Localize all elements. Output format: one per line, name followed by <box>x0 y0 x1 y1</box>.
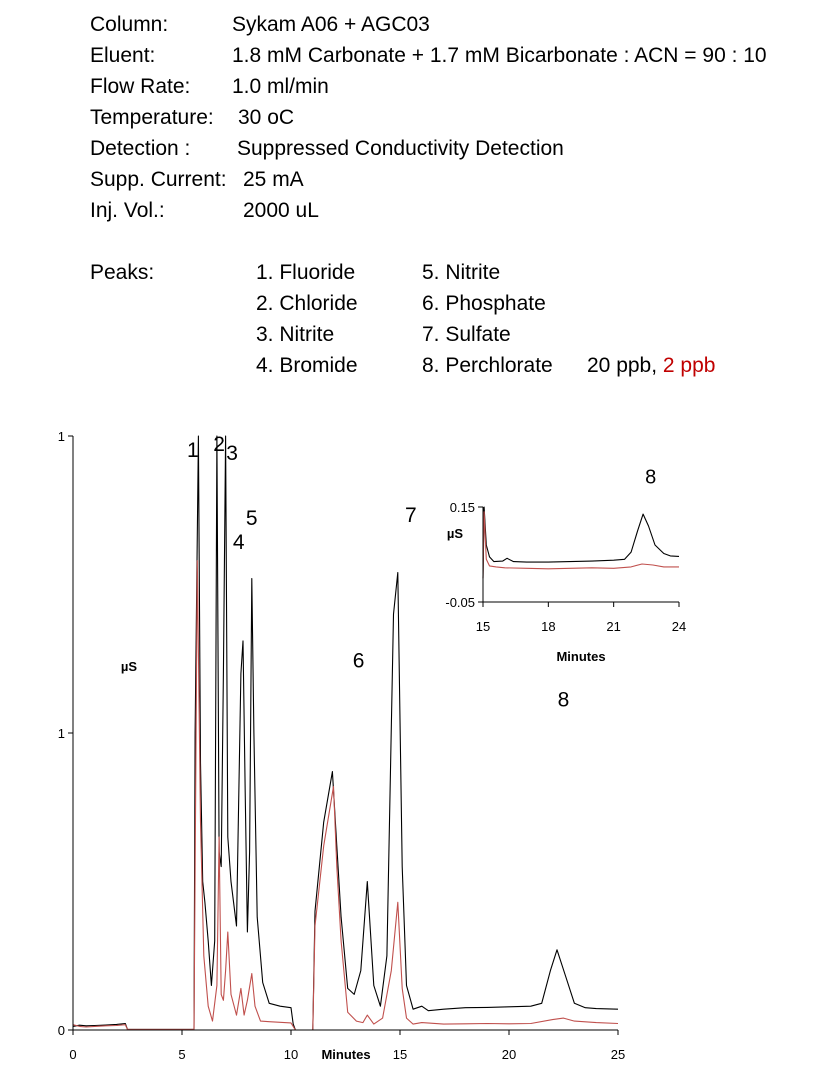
peak-label: 8 <box>645 466 657 489</box>
peak-item: 3. Nitrite <box>256 323 335 346</box>
detection-value: Suppressed Conductivity Detection <box>237 137 564 160</box>
series-line-red <box>483 512 679 579</box>
concentration-red: 2 ppb <box>662 354 716 377</box>
flow-rate-label: Flow Rate: <box>90 75 191 98</box>
inj-vol-value: 2000 uL <box>243 199 319 222</box>
main-plot <box>58 429 625 1062</box>
x-tick-label: 15 <box>392 1047 408 1062</box>
peak-label: 1 <box>187 438 199 462</box>
x-axis-title: Minutes <box>556 649 606 664</box>
x-tick-label: 24 <box>671 619 687 634</box>
inj-vol-label: Inj. Vol.: <box>90 199 165 222</box>
peak-item: 6. Phosphate <box>422 292 546 315</box>
peak-label: 7 <box>405 504 417 528</box>
y-tick-label: 1 <box>57 726 65 741</box>
temperature-label: Temperature: <box>90 106 214 129</box>
peak-item: 8. Perchlorate <box>422 354 553 377</box>
eluent-label: Eluent: <box>90 44 156 67</box>
x-tick-label: 5 <box>178 1047 186 1062</box>
x-tick-label: 25 <box>610 1047 626 1062</box>
y-tick-label: 0.15 <box>449 500 475 515</box>
x-tick-label: 21 <box>606 619 621 634</box>
y-tick-label: 1 <box>57 429 65 444</box>
x-tick-label: 18 <box>541 619 556 634</box>
peak-label: 2 <box>213 432 225 456</box>
y-tick-label: 0 <box>57 1023 65 1038</box>
x-tick-label: 10 <box>283 1047 299 1062</box>
flow-rate-value: 1.0 ml/min <box>232 75 329 98</box>
y-axis-title: µS <box>446 526 464 541</box>
series-line-black <box>73 436 621 1030</box>
peak-label: 8 <box>557 688 570 712</box>
peak-label: 4 <box>232 530 245 554</box>
temperature-value: 30 oC <box>238 106 295 129</box>
x-tick-label: 0 <box>69 1047 77 1062</box>
peak-label: 6 <box>352 649 365 673</box>
x-tick-label: 15 <box>475 619 491 634</box>
peak-label: 5 <box>245 507 258 531</box>
peak-item: 5. Nitrite <box>422 261 501 284</box>
supp-current-value: 25 mA <box>243 168 304 191</box>
x-tick-label: 20 <box>501 1047 517 1062</box>
y-tick-label: -0.05 <box>445 595 475 610</box>
peaks-label: Peaks: <box>90 261 155 284</box>
peak-item: 2. Chloride <box>256 292 358 315</box>
column-label: Column: <box>90 13 169 36</box>
column-value: Sykam A06 + AGC03 <box>232 13 430 36</box>
x-axis-title: Minutes <box>321 1047 371 1062</box>
detection-label: Detection : <box>90 137 191 160</box>
supp-current-label: Supp. Current: <box>90 168 227 191</box>
peak-label: 3 <box>226 441 238 465</box>
y-axis-title: µS <box>120 659 138 674</box>
concentration-black: 20 ppb, <box>587 354 658 377</box>
eluent-value: 1.8 mM Carbonate + 1.7 mM Bicarbonate : ACN = 90 : 10 <box>232 44 767 67</box>
peak-item: 7. Sulfate <box>422 323 511 346</box>
inset-plot <box>445 466 686 664</box>
peak-item: 1. Fluoride <box>256 261 356 284</box>
peak-item: 4. Bromide <box>256 354 358 377</box>
